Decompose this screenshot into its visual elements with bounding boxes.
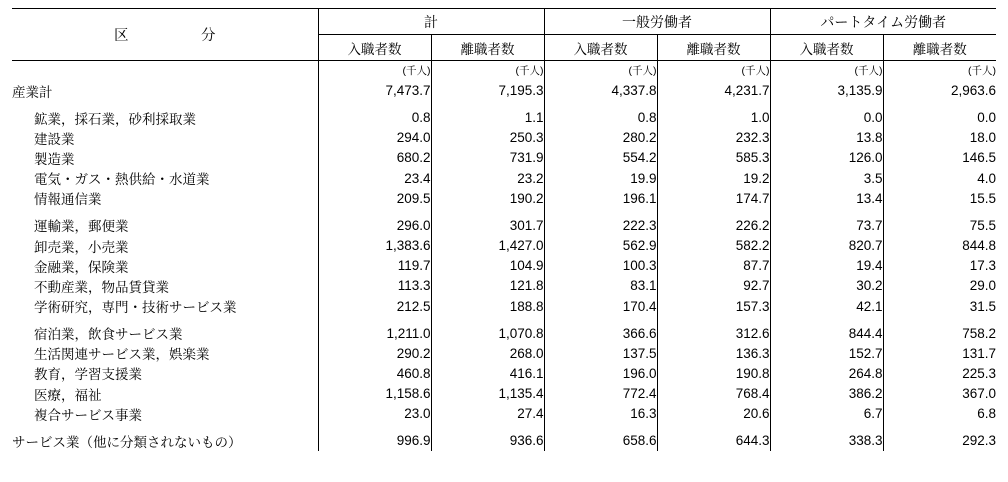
cell-value: 416.1 bbox=[431, 363, 544, 383]
cell-value: 680.2 bbox=[318, 148, 431, 168]
cell-value: 1,427.0 bbox=[431, 235, 544, 255]
table-row bbox=[12, 188, 996, 208]
cell-value: 121.8 bbox=[431, 276, 544, 296]
col-total-hires: 入職者数 bbox=[318, 35, 431, 61]
cell-value: 232.3 bbox=[657, 128, 770, 148]
cell-value: 2,963.6 bbox=[950, 83, 997, 99]
cell-value: 290.2 bbox=[318, 343, 431, 363]
cell-value: 15.5 bbox=[969, 190, 997, 206]
cell-value: 585.3 bbox=[657, 148, 770, 168]
table-row bbox=[12, 101, 996, 128]
column-group-parttime-worker: パートタイム労働者 bbox=[770, 9, 996, 35]
cell-value: 996.9 bbox=[318, 424, 431, 451]
cell-value: 100.3 bbox=[544, 256, 657, 276]
cell-value: 7,473.7 bbox=[318, 81, 431, 101]
row-label: 宿泊業，飲食サービス業 bbox=[12, 316, 318, 343]
cell-value: 126.0 bbox=[770, 148, 883, 168]
table-row bbox=[12, 81, 996, 101]
cell-value: 0.0 bbox=[977, 110, 997, 126]
cell-value: 658.6 bbox=[544, 424, 657, 451]
cell-value: 772.4 bbox=[544, 384, 657, 404]
table-row bbox=[12, 363, 996, 383]
cell-value: 268.0 bbox=[431, 343, 544, 363]
cell-value: 292.3 bbox=[962, 433, 997, 449]
cell-value: 294.0 bbox=[318, 128, 431, 148]
cell-value: 152.7 bbox=[770, 343, 883, 363]
cell-value: 460.8 bbox=[318, 363, 431, 383]
cell-value: 42.1 bbox=[770, 296, 883, 316]
cell-value: 0.0 bbox=[770, 101, 883, 128]
cell-value: 0.8 bbox=[318, 101, 431, 128]
table-header bbox=[12, 9, 996, 81]
row-label: 金融業，保険業 bbox=[12, 256, 318, 276]
cell-value: 758.2 bbox=[962, 325, 997, 341]
cell-value: 18.0 bbox=[969, 130, 997, 146]
cell-value: 731.9 bbox=[431, 148, 544, 168]
cell-value: 29.0 bbox=[969, 278, 997, 294]
row-label: 学術研究，専門・技術サービス業 bbox=[12, 296, 318, 316]
row-label: 建設業 bbox=[12, 128, 318, 148]
cell-value: 6.7 bbox=[770, 404, 883, 424]
cell-value: 1.0 bbox=[657, 101, 770, 128]
cell-value: 20.6 bbox=[657, 404, 770, 424]
cell-value: 0.8 bbox=[544, 101, 657, 128]
cell-value: 212.5 bbox=[318, 296, 431, 316]
column-group-total: 計 bbox=[318, 9, 544, 35]
cell-value: 87.7 bbox=[657, 256, 770, 276]
cell-value: 73.7 bbox=[770, 208, 883, 235]
cell-value: 157.3 bbox=[657, 296, 770, 316]
row-label: 製造業 bbox=[12, 148, 318, 168]
row-label: サービス業（他に分類されないもの） bbox=[12, 424, 318, 451]
cell-value: 136.3 bbox=[657, 343, 770, 363]
cell-value: 17.3 bbox=[969, 258, 997, 274]
column-group-general-worker: 一般労働者 bbox=[544, 9, 770, 35]
row-label: 卸売業，小売業 bbox=[12, 235, 318, 255]
cell-value: 196.1 bbox=[544, 188, 657, 208]
table-row bbox=[12, 235, 996, 255]
cell-value: 190.2 bbox=[431, 188, 544, 208]
table-row bbox=[12, 148, 996, 168]
table-row bbox=[12, 384, 996, 404]
table-row bbox=[12, 316, 996, 343]
row-label: 鉱業，採石業，砂利採取業 bbox=[12, 101, 318, 128]
cell-value: 820.7 bbox=[770, 235, 883, 255]
cell-value: 209.5 bbox=[318, 188, 431, 208]
cell-value: 83.1 bbox=[544, 276, 657, 296]
row-label: 複合サービス事業 bbox=[12, 404, 318, 424]
row-header-label: 区 分 bbox=[12, 9, 318, 61]
cell-value: 1,070.8 bbox=[431, 316, 544, 343]
cell-value: 301.7 bbox=[431, 208, 544, 235]
unit-parttime-separations: (千人) bbox=[968, 65, 997, 78]
cell-value: 936.6 bbox=[431, 424, 544, 451]
table-row bbox=[12, 256, 996, 276]
cell-value: 27.4 bbox=[431, 404, 544, 424]
row-label: 産業計 bbox=[12, 81, 318, 101]
cell-value: 386.2 bbox=[770, 384, 883, 404]
cell-value: 1,383.6 bbox=[318, 235, 431, 255]
cell-value: 170.4 bbox=[544, 296, 657, 316]
cell-value: 113.3 bbox=[318, 276, 431, 296]
header-unit-row bbox=[12, 61, 996, 81]
cell-value: 6.8 bbox=[977, 406, 997, 422]
cell-value: 196.0 bbox=[544, 363, 657, 383]
cell-value: 4,337.8 bbox=[544, 81, 657, 101]
cell-value: 13.8 bbox=[770, 128, 883, 148]
cell-value: 582.2 bbox=[657, 235, 770, 255]
table-row bbox=[12, 208, 996, 235]
cell-value: 19.9 bbox=[544, 168, 657, 188]
cell-value: 264.8 bbox=[770, 363, 883, 383]
cell-value: 280.2 bbox=[544, 128, 657, 148]
table-row bbox=[12, 404, 996, 424]
cell-value: 7,195.3 bbox=[431, 81, 544, 101]
col-total-separations: 離職者数 bbox=[431, 35, 544, 61]
table-body bbox=[12, 81, 996, 451]
header-group-row bbox=[12, 9, 996, 35]
col-parttime-hires: 入職者数 bbox=[770, 35, 883, 61]
cell-value: 1,158.6 bbox=[318, 384, 431, 404]
row-label: 生活関連サービス業，娯楽業 bbox=[12, 343, 318, 363]
table-row bbox=[12, 424, 996, 451]
cell-value: 75.5 bbox=[969, 217, 997, 233]
cell-value: 366.6 bbox=[544, 316, 657, 343]
table-row bbox=[12, 128, 996, 148]
row-label: 情報通信業 bbox=[12, 188, 318, 208]
cell-value: 844.8 bbox=[962, 238, 997, 254]
unit-total-separations: (千人) bbox=[431, 61, 544, 81]
statistics-table bbox=[12, 8, 996, 451]
cell-value: 768.4 bbox=[657, 384, 770, 404]
cell-value: 4.0 bbox=[977, 170, 997, 186]
cell-value: 30.2 bbox=[770, 276, 883, 296]
cell-value: 174.7 bbox=[657, 188, 770, 208]
cell-value: 226.2 bbox=[657, 208, 770, 235]
cell-value: 92.7 bbox=[657, 276, 770, 296]
cell-value: 23.4 bbox=[318, 168, 431, 188]
cell-value: 312.6 bbox=[657, 316, 770, 343]
table-row bbox=[12, 168, 996, 188]
cell-value: 562.9 bbox=[544, 235, 657, 255]
cell-value: 644.3 bbox=[657, 424, 770, 451]
row-label: 電気・ガス・熱供給・水道業 bbox=[12, 168, 318, 188]
cell-value: 146.5 bbox=[962, 150, 997, 166]
cell-value: 137.5 bbox=[544, 343, 657, 363]
cell-value: 3.5 bbox=[770, 168, 883, 188]
cell-value: 16.3 bbox=[544, 404, 657, 424]
cell-value: 250.3 bbox=[431, 128, 544, 148]
cell-value: 3,135.9 bbox=[770, 81, 883, 101]
cell-value: 19.4 bbox=[770, 256, 883, 276]
cell-value: 296.0 bbox=[318, 208, 431, 235]
unit-total-hires: (千人) bbox=[318, 61, 431, 81]
cell-value: 1,211.0 bbox=[318, 316, 431, 343]
cell-value: 1,135.4 bbox=[431, 384, 544, 404]
document-page bbox=[0, 8, 1008, 482]
cell-value: 119.7 bbox=[318, 256, 431, 276]
cell-value: 31.5 bbox=[969, 298, 997, 314]
col-parttime-separations: 離職者数 bbox=[883, 35, 996, 61]
cell-value: 23.2 bbox=[431, 168, 544, 188]
row-label: 運輸業，郵便業 bbox=[12, 208, 318, 235]
cell-value: 367.0 bbox=[962, 386, 997, 402]
table-row bbox=[12, 296, 996, 316]
cell-value: 188.8 bbox=[431, 296, 544, 316]
cell-value: 4,231.7 bbox=[657, 81, 770, 101]
unit-row-spacer bbox=[12, 61, 318, 81]
cell-value: 19.2 bbox=[657, 168, 770, 188]
unit-general-separations: (千人) bbox=[657, 61, 770, 81]
row-label: 医療，福祉 bbox=[12, 384, 318, 404]
unit-general-hires: (千人) bbox=[544, 61, 657, 81]
cell-value: 222.3 bbox=[544, 208, 657, 235]
unit-parttime-hires: (千人) bbox=[770, 61, 883, 81]
cell-value: 190.8 bbox=[657, 363, 770, 383]
cell-value: 104.9 bbox=[431, 256, 544, 276]
table-row bbox=[12, 276, 996, 296]
cell-value: 131.7 bbox=[962, 345, 997, 361]
table-row bbox=[12, 343, 996, 363]
col-general-separations: 離職者数 bbox=[657, 35, 770, 61]
cell-value: 554.2 bbox=[544, 148, 657, 168]
row-label: 不動産業，物品賃貸業 bbox=[12, 276, 318, 296]
col-general-hires: 入職者数 bbox=[544, 35, 657, 61]
cell-value: 23.0 bbox=[318, 404, 431, 424]
cell-value: 225.3 bbox=[962, 365, 997, 381]
cell-value: 338.3 bbox=[770, 424, 883, 451]
cell-value: 1.1 bbox=[431, 101, 544, 128]
cell-value: 844.4 bbox=[770, 316, 883, 343]
cell-value: 13.4 bbox=[770, 188, 883, 208]
row-label: 教育，学習支援業 bbox=[12, 363, 318, 383]
